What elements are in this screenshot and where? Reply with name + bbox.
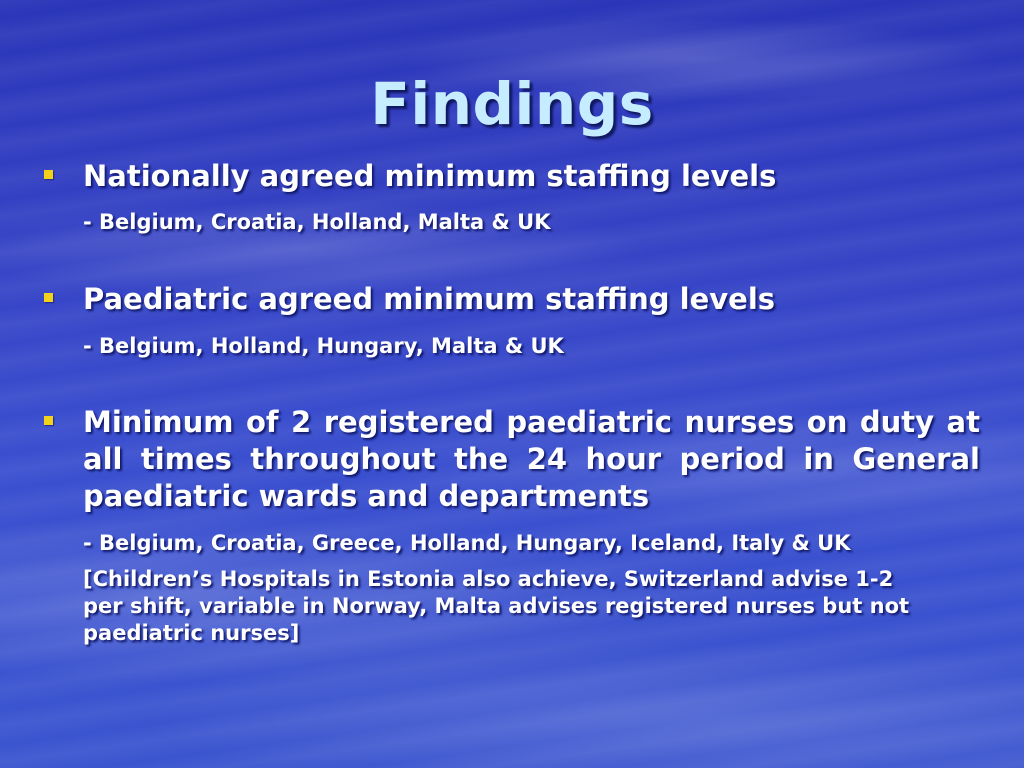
square-bullet-icon xyxy=(44,170,53,179)
square-bullet-icon xyxy=(44,293,53,302)
note-line: per shift, variable in Norway, Malta advises registered nurses but not xyxy=(83,594,910,618)
bullet-countries: - Belgium, Croatia, Holland, Malta & UK xyxy=(83,210,551,234)
square-bullet-icon xyxy=(44,416,53,425)
slide-title: Findings xyxy=(370,70,654,138)
bullet-text: Paediatric agreed minimum staffing levels xyxy=(83,282,776,316)
note-line: [Children’s Hospitals in Estonia also achieve, Switzerland advise 1-2 xyxy=(83,567,894,591)
note-line: paediatric nurses] xyxy=(83,621,300,645)
bullet-countries: - Belgium, Holland, Hungary, Malta & UK xyxy=(83,334,564,358)
bullet-text: Nationally agreed minimum staffing levels xyxy=(83,159,777,193)
bullet-countries: - Belgium, Croatia, Greece, Holland, Hungary, Iceland, Italy & UK xyxy=(83,531,851,555)
bullet-note xyxy=(83,566,983,647)
bullet-text: Minimum of 2 registered paediatric nurses on duty at all times throughout the 24 hour period in General paediatric wards and departments xyxy=(83,405,980,513)
